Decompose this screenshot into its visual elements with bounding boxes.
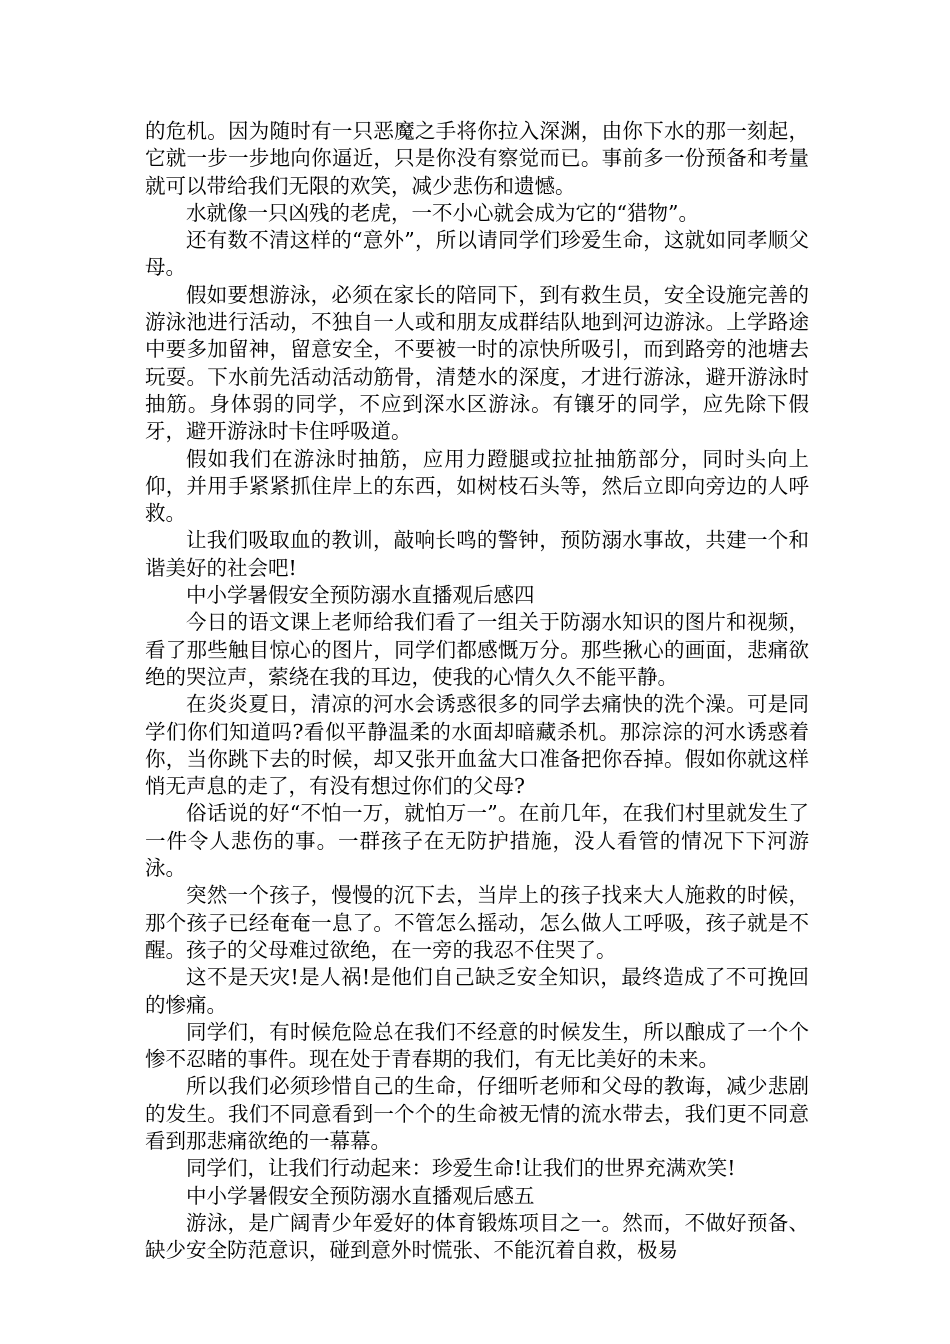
paragraph: 还有数不清这样的“意外”，所以请同学们珍爱生命，这就如同孝顺父母。 bbox=[145, 228, 809, 280]
paragraph: 在炎炎夏日，清凉的河水会诱惑很多的同学去痛快的洗个澡。可是同学们你们知道吗?看似平静温柔的水面却暗藏杀机。那淙淙的河水诱惑着你，当你跳下去的时候，却又张开血盆大口准备把你吞掉。假如你就这样悄无声息的走了，有没有想过你们的父母? bbox=[145, 692, 809, 799]
paragraph: 同学们，有时候危险总在我们不经意的时候发生，所以酿成了一个个惨不忍睹的事件。现在处于青春期的我们，有无比美好的未来。 bbox=[145, 1019, 809, 1072]
paragraph: 突然一个孩子，慢慢的沉下去，当岸上的孩子找来大人施救的时候，那个孩子已经奄奄一息了。不管怎么摇动，怎么做人工呼吸，孩子就是不醒。孩子的父母难过欲绝，在一旁的我忍不住哭了。 bbox=[145, 883, 809, 962]
paragraph: 同学们，让我们行动起来：珍爱生命!让我们的世界充满欢笑! bbox=[186, 1156, 736, 1181]
paragraph: 让我们吸取血的教训，敲响长鸣的警钟，预防溺水事故，共建一个和谐美好的社会吧! bbox=[145, 528, 809, 580]
section-heading: 中小学暑假安全预防溺水直播观后感五 bbox=[186, 1183, 535, 1208]
paragraph: 水就像一只凶残的老虎，一不小心就会成为它的“猎物”。 bbox=[186, 200, 699, 225]
paragraph: 游泳，是广阔青少年爱好的体育锻炼项目之一。然而，不做好预备、缺少安全防范意识，碰到意外时慌张、不能沉着自救，极易 bbox=[145, 1210, 809, 1263]
paragraph: 假如我们在游泳时抽筋，应用力蹬腿或拉扯抽筋部分，同时头向上仰，并用手紧紧抓住岸上的东西，如树枝石头等，然后立即向旁边的人呼救。 bbox=[145, 446, 809, 526]
paragraph: 所以我们必须珍惜自己的生命，仔细听老师和父母的教诲，减少悲剧的发生。我们不同意看到一个个的生命被无情的流水带去，我们更不同意看到那悲痛欲绝的一幕幕。 bbox=[145, 1074, 809, 1153]
paragraph: 今日的语文课上老师给我们看了一组关于防溺水知识的图片和视频，看了那些触目惊心的图片，同学们都感慨万分。那些揪心的画面，悲痛欲绝的哭泣声，萦绕在我的耳边，使我的心情久久不能平静。 bbox=[145, 610, 809, 689]
paragraph: 的危机。因为随时有一只恶魔之手将你拉入深渊，由你下水的那一刻起，它就一步一步地向你逼近，只是你没有察觉而已。事前多一份预备和考量就可以带给我们无限的欢笑，减少悲伤和遗憾。 bbox=[145, 119, 809, 198]
paragraph: 假如要想游泳，必须在家长的陪同下，到有救生员，安全设施完善的游泳池进行活动，不独自一人或和朋友成群结队地到河边游泳。上学路途中要多加留神，留意安全，不要被一时的凉快所吸引，而到路旁的池塘去玩耍。下水前先活动活动筋骨，清楚水的深度，才进行游泳，避开游泳时抽筋。身体弱的同学，不应到深水区游泳。有镶牙的同学，应先除下假牙，避开游泳时卡住呼吸道。 bbox=[145, 282, 809, 444]
paragraph: 俗话说的好“不怕一万，就怕万一”。在前几年，在我们村里就发生了一件令人悲伤的事。一群孩子在无防护措施，没人看管的情况下下河游泳。 bbox=[145, 801, 809, 881]
document-page bbox=[145, 118, 809, 1264]
paragraph: 这不是天灾!是人祸!是他们自己缺乏安全知识，最终造成了不可挽回的惨痛。 bbox=[145, 965, 809, 1017]
section-heading: 中小学暑假安全预防溺水直播观后感四 bbox=[186, 583, 535, 608]
